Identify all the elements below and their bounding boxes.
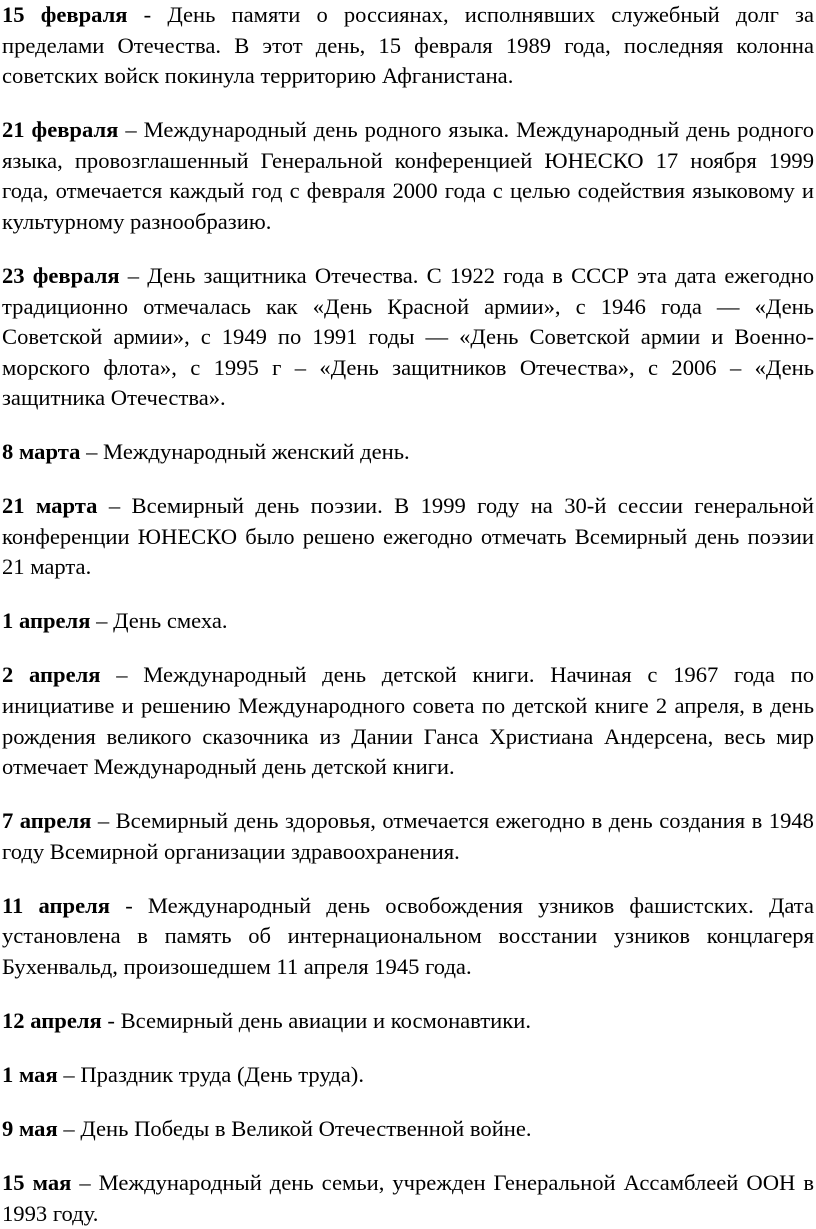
calendar-entry (2, 491, 814, 583)
calendar-entry (2, 261, 814, 414)
entry-separator: - (143, 2, 152, 27)
calendar-entry (2, 437, 814, 468)
calendar-entry (2, 606, 814, 637)
entry-text: Всемирный день авиации и космонавтики. (120, 1007, 531, 1033)
entry-date: 15 февраля (2, 2, 128, 27)
entry-date: 1 апреля (2, 608, 91, 634)
entry-text: День защитника Отечества. С 1922 года в СССР эта дата ежегодно традиционно отмечалась как «День Красной армии», с 1946 года — «День Советской армии», с 1949 по 1991 годы — «День Советской армии и Военно-морского флота», с 1995 г – «День защитников Отечества», с 2006 – «День защитника Отечества». (2, 262, 815, 411)
entry-text: Международный день родного языка. Международный день родного языка, провозглашенный Генеральной конференцией ЮНЕСКО 17 ноября 1999 года, отмечается каждый год с февраля 2000 года с целью содействия языковому и культурному разнообразию. (2, 117, 814, 234)
entry-separator: – (79, 1169, 91, 1195)
entry-date: 1 мая (2, 1061, 58, 1087)
entry-separator: – (127, 262, 140, 288)
entry-date: 2 апреля (2, 662, 101, 688)
entry-separator: – (97, 808, 110, 834)
entry-text: День памяти о россиянах, исполнявших служебный долг за пределами Отечества. В этот день, 15 февраля 1989 года, последняя колонна советских войск покинула территорию Афганистана. (2, 2, 814, 89)
calendar-entry (2, 660, 814, 782)
entry-date: 23 февраля (2, 262, 120, 288)
entry-date: 11 апреля (2, 892, 111, 918)
calendar-entry (2, 1060, 814, 1091)
entry-text: День смеха. (113, 608, 228, 634)
calendar-entry (2, 1114, 814, 1145)
entry-separator: - (125, 892, 133, 918)
entry-separator: – (63, 1061, 75, 1087)
entry-text: Всемирный день здоровья, отмечается ежегодно в день создания в 1948 году Всемирной организации здравоохранения. (2, 808, 814, 864)
entry-separator: – (116, 662, 128, 688)
entry-text: Всемирный день поэзии. В 1999 году на 30-й сессии генеральной конференции ЮНЕСКО было решено ежегодно отмечать Всемирный день поэзии 21 марта. (2, 493, 814, 580)
entry-text: Праздник труда (День труда). (80, 1061, 364, 1087)
entry-separator: – (86, 439, 98, 465)
entry-date: 12 апреля (2, 1007, 102, 1033)
calendar-entry (2, 1006, 814, 1037)
entry-text: Международный день семьи, учрежден Генеральной Ассамблеей ООН в 1993 году. (2, 1169, 814, 1226)
entry-date: 21 февраля (2, 117, 119, 143)
entry-separator: – (125, 117, 137, 143)
calendar-entry (2, 1168, 814, 1229)
entry-date: 15 мая (2, 1169, 72, 1195)
calendar-entry (2, 806, 814, 867)
calendar-entry (2, 115, 814, 237)
entry-date: 9 мая (2, 1115, 58, 1141)
entry-text: Международный женский день. (103, 439, 410, 465)
entry-text: Международный день освобождения узников фашистских. Дата установлена в память об интернациональном восстании узников концлагеря Бухенвальд, произошедшем 11 апреля 1945 года. (2, 892, 814, 979)
entry-date: 7 апреля (2, 808, 92, 834)
entry-text: День Победы в Великой Отечественной войне. (80, 1115, 532, 1141)
calendar-entry (2, 891, 814, 983)
calendar-entry (2, 0, 814, 92)
entry-separator: – (108, 493, 121, 519)
entry-date: 8 марта (2, 439, 81, 465)
entry-separator: – (96, 608, 108, 634)
entry-date: 21 марта (2, 493, 98, 519)
entry-text: Международный день детской книги. Начиная с 1967 года по инициативе и решению Международного совета по детской книге 2 апреля, в день рождения великого сказочника из Дании Ганса Христиана Андерсена, весь мир отмечает Международный день детской книги. (2, 662, 814, 780)
entry-separator: – (63, 1115, 75, 1141)
entry-separator: - (107, 1007, 115, 1033)
